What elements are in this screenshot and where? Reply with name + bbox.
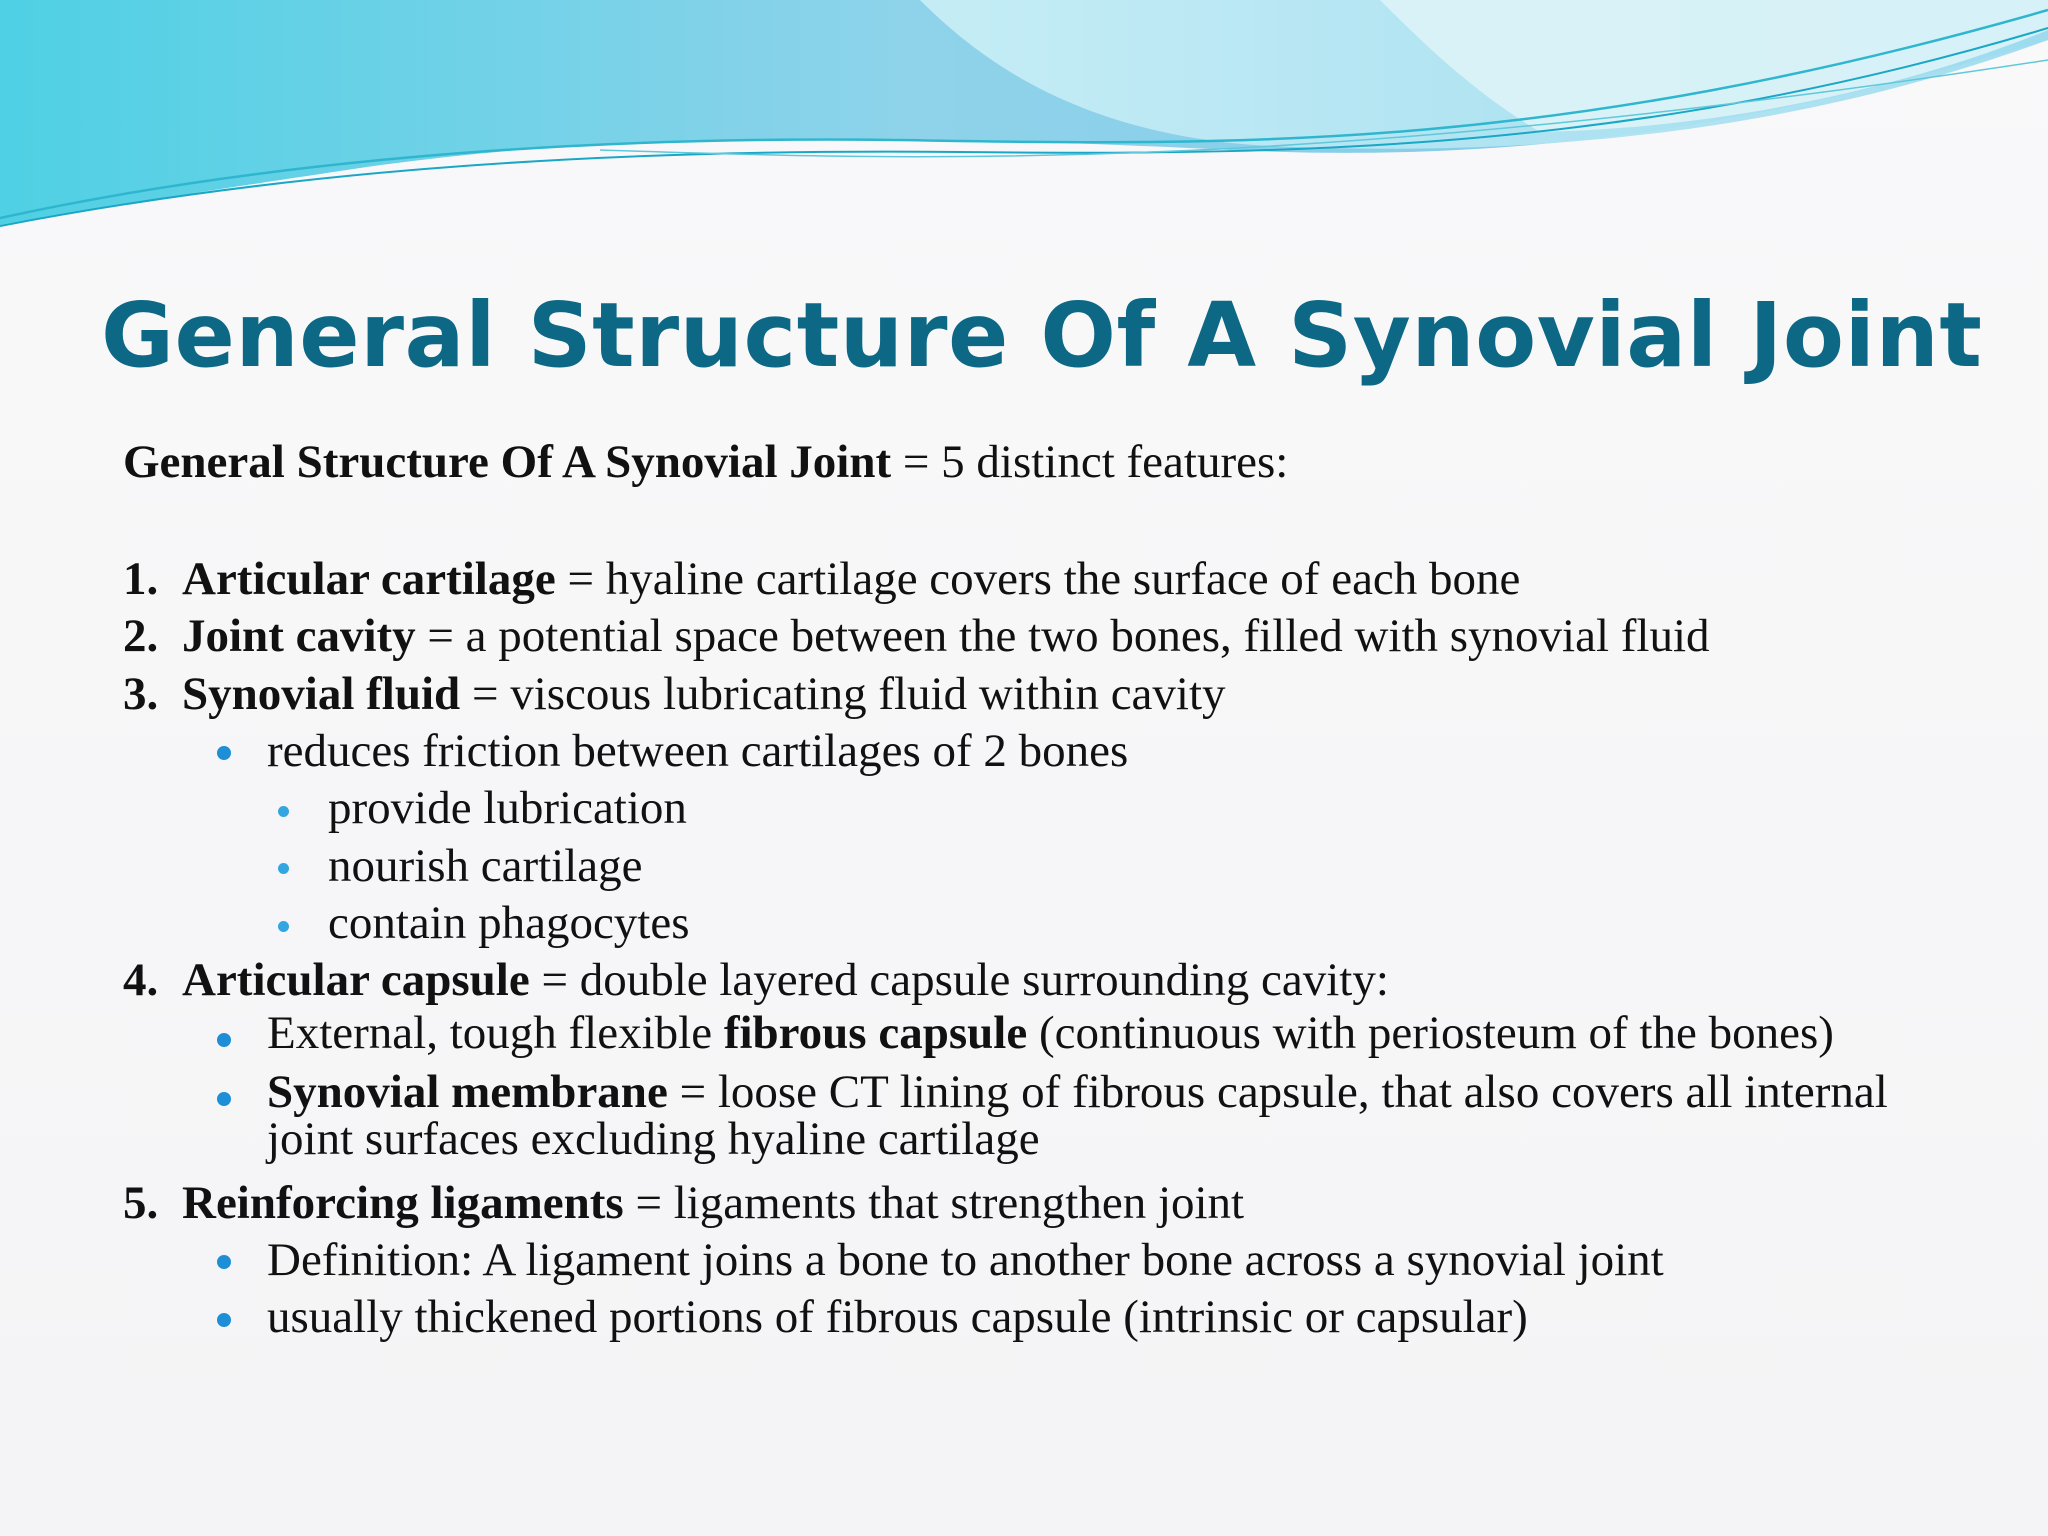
item-term: Reinforcing ligaments	[182, 1176, 624, 1229]
bullet-dot-icon	[217, 1092, 231, 1106]
sub-bullet-text: nourish cartilage	[328, 839, 643, 892]
sub-bullet-text: provide lubrication	[328, 782, 687, 835]
item-number: 1.	[123, 553, 159, 605]
item-number: 2.	[123, 610, 159, 663]
sub-bullet-text: contain phagocytes	[328, 896, 690, 949]
bullet-dot-icon	[278, 806, 289, 817]
header-wave-decoration	[0, 0, 2048, 240]
bullet-item	[123, 1006, 1913, 1069]
item-term: Joint cavity	[182, 610, 416, 663]
intro-line	[123, 434, 1913, 551]
bullet-text: usually thickened portions of fibrous capsule (intrinsic or capsular)	[267, 1291, 1528, 1344]
item-number: 5.	[123, 1176, 159, 1229]
sub-bullet-item	[123, 780, 1913, 837]
bullet-dot-icon	[217, 1033, 231, 1047]
item-text: = double layered capsule surrounding cavity:	[529, 954, 1389, 1007]
bullet-text: Definition: A ligament joins a bone to another bone across a synovial joint	[267, 1233, 1664, 1286]
item-text: = viscous lubricating fluid within cavity	[460, 667, 1226, 720]
bullet-item	[123, 1232, 1913, 1289]
numbered-item-4	[123, 952, 1913, 1009]
sub-bullet-item	[123, 895, 1913, 952]
intro-bold: General Structure Of A Synovial Joint	[123, 436, 892, 488]
item-term: Articular capsule	[182, 954, 530, 1007]
item-text: = a potential space between the two bones, filled with synovial fluid	[415, 610, 1710, 663]
numbered-item-2	[123, 608, 1913, 665]
bullet-text-post: = loose CT lining of fibrous capsule, that also covers all internal joint surfaces excluding hyaline cartilage	[267, 1065, 1888, 1165]
slide-body	[123, 434, 1913, 1347]
page-title: General Structure Of A Synovial Joint	[101, 283, 1983, 387]
item-text: = hyaline cartilage covers the surface of each bone	[555, 553, 1521, 605]
bullet-dot-icon	[278, 863, 289, 874]
bullet-bold-term: fibrous capsule	[723, 1006, 1028, 1059]
bullet-dot-icon	[217, 746, 231, 760]
item-text: = ligaments that strengthen joint	[623, 1176, 1245, 1229]
bullet-text-pre: External, tough flexible	[267, 1006, 724, 1059]
item-term: Articular cartilage	[182, 553, 556, 605]
numbered-item-3	[123, 666, 1913, 723]
bullet-item	[123, 1065, 1913, 1175]
bullet-text-post: (continuous with periosteum of the bones)	[1027, 1006, 1834, 1059]
item-term: Synovial fluid	[182, 667, 461, 720]
bullet-dot-icon	[278, 921, 289, 932]
bullet-dot-icon	[217, 1313, 231, 1327]
numbered-item-1	[123, 551, 1913, 608]
bullet-item	[123, 723, 1913, 780]
bullet-text: reduces friction between cartilages of 2 bones	[267, 724, 1129, 777]
bullet-dot-icon	[217, 1255, 231, 1269]
intro-text: = 5 distinct features:	[891, 436, 1289, 488]
sub-bullet-item	[123, 838, 1913, 895]
item-number: 4.	[123, 954, 159, 1007]
item-number: 3.	[123, 667, 159, 720]
bullet-bold-term: Synovial membrane	[267, 1065, 668, 1118]
numbered-item-5	[123, 1175, 1913, 1232]
bullet-item	[123, 1289, 1913, 1346]
